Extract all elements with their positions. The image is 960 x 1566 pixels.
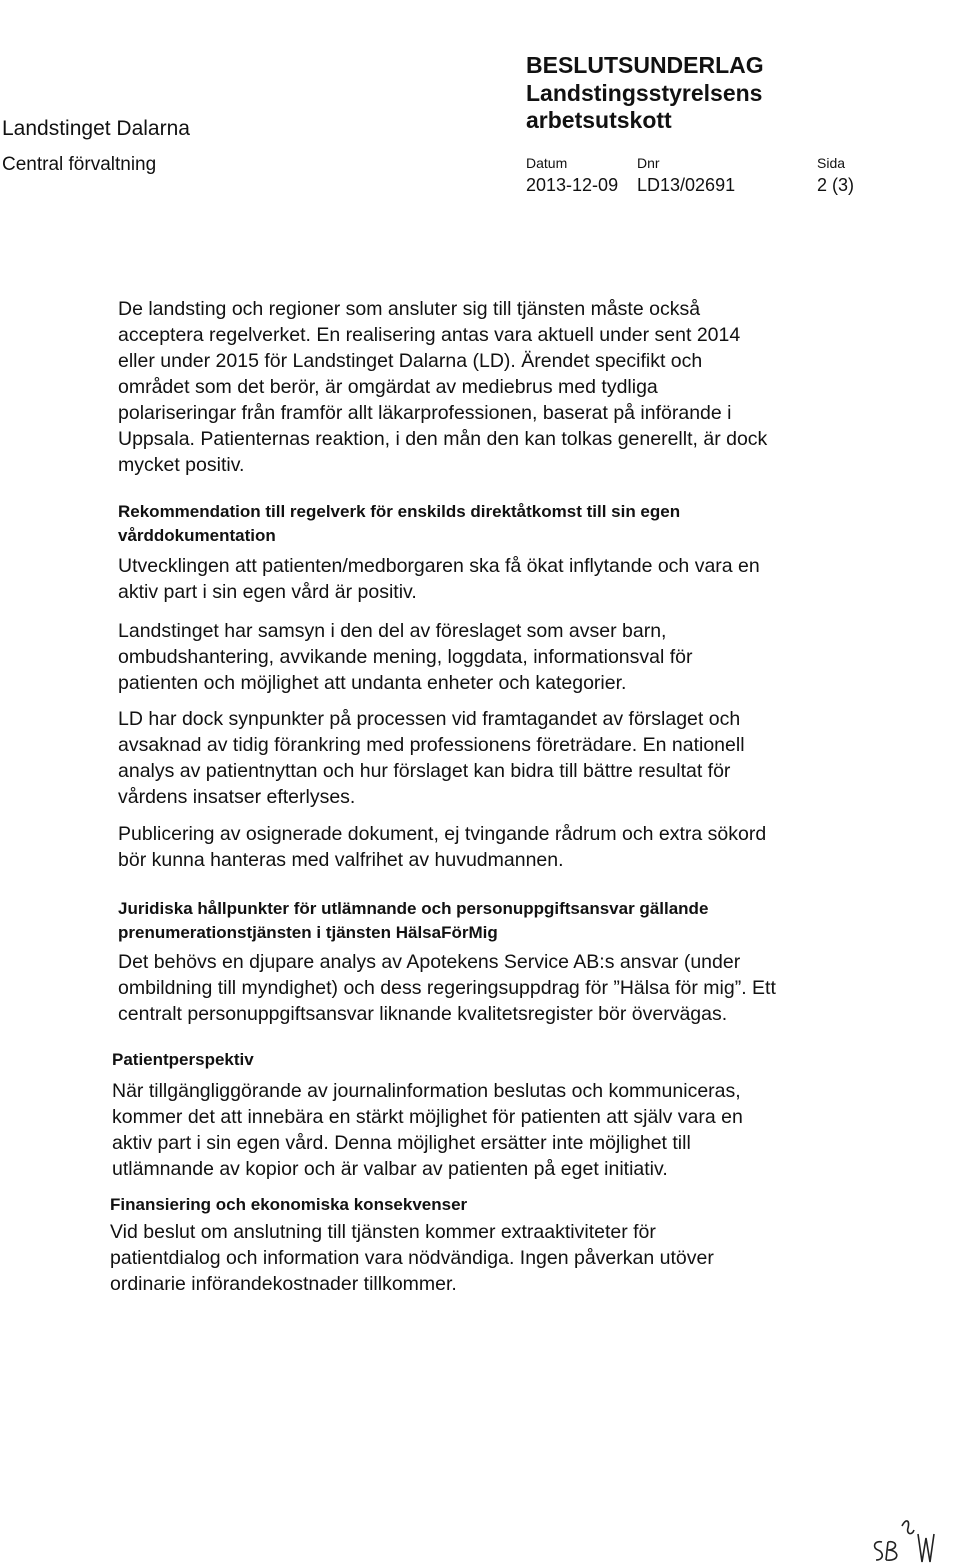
organization-unit: Central förvaltning (2, 154, 157, 175)
dnr-value: LD13/02691 (637, 175, 736, 195)
recommendation-paragraph-1 (118, 553, 880, 605)
heading-line: Rekommendation till regelverk för enskilds direktåtkomst till sin egen (118, 502, 681, 521)
text-line: eller under 2015 för Landstinget Dalarna (LD). Ärendet specifikt och (118, 350, 703, 372)
text-line: avsaknad av tidig förankring med professionens företrädare. En nationell (118, 734, 745, 756)
text-line: Landstinget har samsyn i den del av föreslaget som avser barn, (118, 620, 667, 642)
text-line: Utvecklingen att patienten/medborgaren ska få ökat inflytande och vara en (118, 555, 760, 577)
text-line: bör kunna hanteras med valfrihet av huvudmannen. (118, 849, 564, 871)
text-line: De landsting och regioner som ansluter sig till tjänsten måste också (118, 298, 701, 320)
decision-body-line: arbetsutskott (526, 107, 672, 133)
text-line: vårdens insatser efterlyses. (118, 786, 356, 808)
intro-paragraph (118, 296, 880, 478)
text-line: Uppsala. Patienternas reaktion, i den mån den kan tolkas generellt, är dock (118, 428, 768, 450)
dnr-label: Dnr (637, 155, 660, 171)
text-line: aktiv part i sin egen vård är positiv. (118, 581, 417, 603)
text-line: LD har dock synpunkter på processen vid framtagandet av förslaget och (118, 708, 741, 730)
date-value: 2013-12-09 (526, 175, 619, 195)
text-line: analys av patientnyttan och hur förslaget kan bidra till bättre resultat för (118, 760, 731, 782)
heading-line: Juridiska hållpunkter för utlämnande och personuppgiftsansvar gällande (118, 899, 709, 918)
text-line: Publicering av osignerade dokument, ej tvingande rådrum och extra sökord (118, 823, 767, 845)
text-line: Vid beslut om anslutning till tjänsten kommer extraaktiviteter för (110, 1221, 656, 1243)
recommendation-paragraph-3 (118, 706, 880, 810)
patient-perspective-heading: Patientperspektiv (112, 1050, 254, 1069)
text-line: Det behövs en djupare analys av Apotekens Service AB:s ansvar (under (118, 951, 741, 973)
text-line: området som det berör, är omgärdat av mediebrus med tydliga (118, 376, 658, 398)
decision-body-line: Landstingsstyrelsens (526, 80, 763, 106)
text-line: acceptera regelverket. En realisering antas vara aktuell under sent 2014 (118, 324, 741, 346)
recommendation-paragraph-4 (118, 821, 880, 873)
heading-line: prenumerationstjänsten i tjänsten HälsaFörMig (118, 923, 498, 942)
text-line: mycket positiv. (118, 454, 245, 476)
page-label: Sida (817, 155, 846, 171)
text-line: ombudshantering, avvikande mening, loggdata, informationsval för (118, 646, 693, 668)
organization-name: Landstinget Dalarna (2, 117, 190, 140)
date-label: Datum (526, 155, 568, 171)
finance-heading: Finansiering och ekonomiska konsekvenser (110, 1195, 468, 1214)
recommendation-heading (118, 500, 858, 548)
legal-paragraph (118, 949, 880, 1027)
text-line: patienten och möjlighet att undanta enheter och kategorier. (118, 672, 627, 694)
legal-heading (118, 897, 858, 945)
text-line: polariseringar från framför allt läkarprofessionen, baserat på införande i (118, 402, 732, 424)
finance-paragraph (110, 1219, 872, 1297)
text-line: kommer det att innebära en stärkt möjlighet för patienten att själv vara en (112, 1106, 743, 1128)
text-line: utlämnande av kopior och är valbar av patienten på eget initiativ. (112, 1158, 668, 1180)
text-line: ordinarie införandekostnader tillkommer. (110, 1273, 457, 1295)
text-line: patientdialog och information vara nödvändiga. Ingen påverkan utöver (110, 1247, 714, 1269)
text-line: När tillgängliggörande av journalinformation beslutas och kommuniceras, (112, 1080, 741, 1102)
text-line: aktiv part i sin egen vård. Denna möjlighet ersätter inte möjlighet till (112, 1132, 691, 1154)
decision-body (526, 80, 762, 134)
page-number: 2 (3) (817, 175, 855, 195)
document-type: BESLUTSUNDERLAG (526, 52, 764, 78)
text-line: ombildning till myndighet) och dess regeringsuppdrag för ”Hälsa för mig”. Ett (118, 977, 776, 999)
text-line: centralt personuppgiftsansvar liknande kvalitetsregister bör övervägas. (118, 1003, 728, 1025)
patient-perspective-paragraph (112, 1078, 874, 1182)
handwritten-initials-signature (868, 1512, 948, 1564)
recommendation-paragraph-2 (118, 618, 880, 696)
heading-line: vårddokumentation (118, 526, 276, 545)
